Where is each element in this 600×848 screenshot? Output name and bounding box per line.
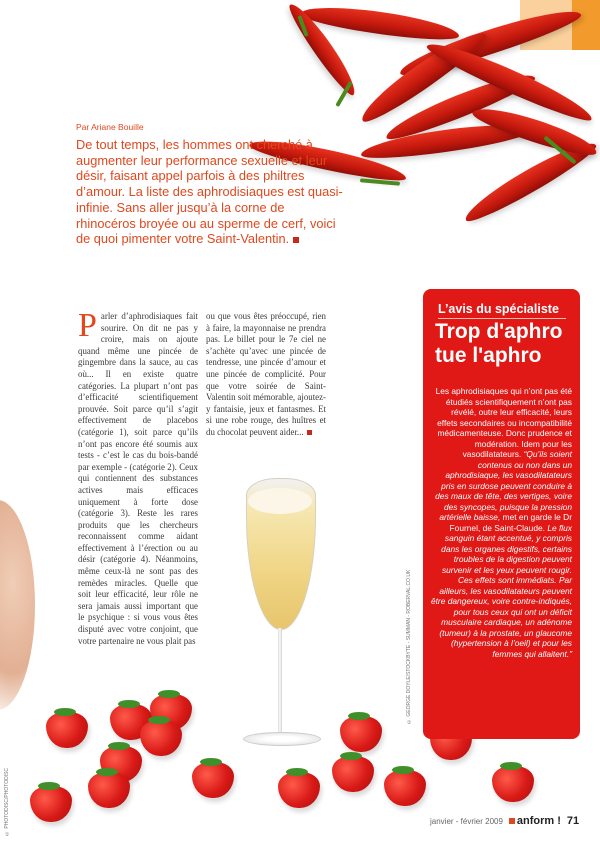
specialist-intro: Les aphrodisiaques qui n’ont pas été étudiés scientifiquement n’ont pas révélé, outre leur efficacité, leurs effets secondaires ou incompatibilité médicamenteuse. Donc prudence et modération. Idem pour les vasodilatateurs. <box>435 386 572 459</box>
body-col2-text: ou que vous êtes préoccupé, rien à faire, la mayonnaise ne prendra pas. Le billet pour le 7e ciel ne s’achète qu’avec une pincée de tendresse, une pincée d’amour et une pincée de complicité. Pour que votre soirée de Saint-Valentin soit mémorable, ajoutez-y fantaisie, jeux et fantasmes. Et si une robe rouge, des huîtres et du chocolat peuvent aider... <box>206 311 326 437</box>
lead-paragraph <box>76 137 346 247</box>
photo-credit: © GEORGE DOYLE/STOCKBYTE - SUMMAN - ROBERVAL.CO.UK <box>406 569 412 724</box>
corner-tab <box>572 0 600 50</box>
footer-square-icon <box>509 818 515 824</box>
body-column-2 <box>206 311 326 439</box>
lead-text: De tout temps, les hommes ont cherché à augmenter leur performance sexuelle et leur désir, faisant appel parfois à des philtres d’amour. La liste des aphrodisiaques est quasi-infinie. Sans aller jusqu’à la corne de rhinocéros broyée ou au sperme de cerf, voici de quoi pimenter votre Saint-Valentin. <box>76 137 343 247</box>
specialist-title: Trop d'aphro tue l'aphro <box>435 320 563 367</box>
hand-image <box>0 500 35 710</box>
page-footer <box>430 815 579 827</box>
specialist-quote-1: “Qu’ils soient contenus ou non dans un aphrodisiaque, les vasodilatateurs pris en surdose peuvent conduire à des maux de tête, des vertiges, voire des syncopes, puisque la pression artérielle baisse, <box>435 449 572 522</box>
specialist-kicker: L’avis du spécialiste <box>438 302 559 316</box>
byline: Par Ariane Bouille <box>76 122 144 132</box>
body-col1-text: arler d’aphrodisiaques fait sourire. On dit ne pas y croire, mais on ajoute quand même une pincée de gingembre dans la sauce, au cas où... Il en existe quatre catégories. La plupart n’ont pas d’efficacité scientifiquement prouvée. Soit parce qu’il s’agit effectivement de placebos (catégorie 1), soit parce qu’ils n’ont pas encore été soumis aux tests - c’est le cas du bois-bandé par exemple - (catégorie 2). Ceux qui contiennent des substances actives mais efficaces uniquement à forte dose (catégorie 3). Reste les rares produits que les chercheurs reconnaissent comme aidant effectivement à l’érection ou au désir (catégorie 4). Néanmoins, même ceux-là ne sont pas des remèdes miracles. Quelle que soit leur efficacité, leur rôle ne sera jamais aussi important que le psychique : si vous vous êtes disputé avec votre conjoint, que votre partenaire ne vous plait pas <box>78 311 198 646</box>
page-number: 71 <box>566 815 580 827</box>
end-mark-icon <box>293 237 299 243</box>
drop-cap: P <box>78 307 97 344</box>
specialist-text <box>430 386 572 659</box>
photo-credit-left: © PHOTODISC/PHOTODISC <box>4 767 10 836</box>
specialist-divider <box>438 318 566 319</box>
issue-date: janvier - février 2009 <box>430 817 503 826</box>
body-column-1 <box>78 307 198 647</box>
specialist-attribution: met en garde le Dr Fournel, de Saint-Claude. <box>449 512 572 533</box>
specialist-quote-2: Le flux sanguin étant accentué, y compris dans les organes digestifs, certains troubles de la digestion peuvent survenir et les yeux peuvent rougir. Ces effets sont immédiats. Par ailleurs, les vasodilatateurs peuvent être dangereux, voire contre-indiqués, pour tous ceux qui ont un déficit musculaire cardiaque, un adénome (tumeur) à la prostate, un glaucome (hypertension à l’oeil) et pour les femmes qui allaitent.” <box>430 522 572 659</box>
end-mark-icon <box>307 430 312 435</box>
magazine-brand: anform ! <box>516 815 561 827</box>
